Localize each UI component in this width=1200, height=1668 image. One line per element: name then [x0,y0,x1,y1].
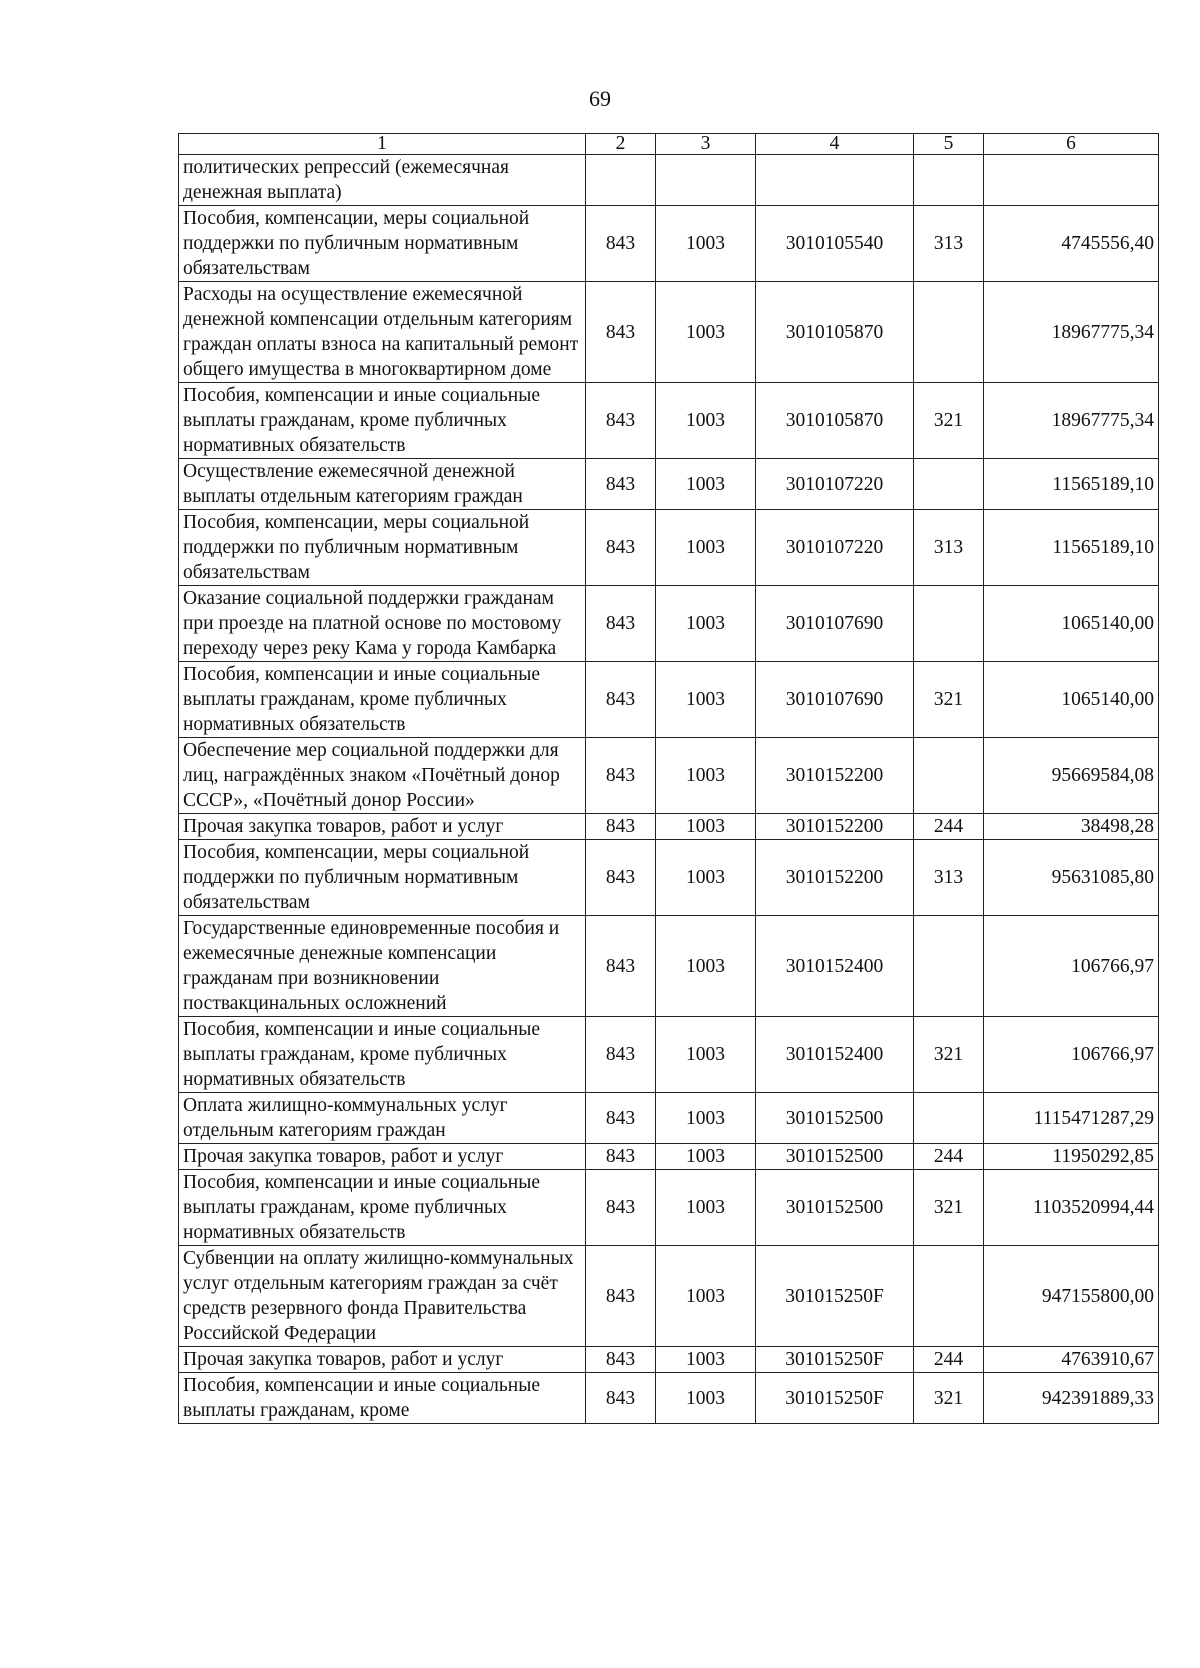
target-article-code: 3010107220 [756,510,914,586]
header-cell: 4 [756,134,914,155]
ministry-code: 843 [586,916,656,1017]
amount: 1115471287,29 [984,1093,1159,1144]
target-article-code: 3010105870 [756,383,914,459]
header-cell: 1 [179,134,586,155]
item-name: Пособия, компенсации и иные социальные выплаты гражданам, кроме публичных нормативных обязательств [179,1170,586,1246]
target-article-code: 3010105540 [756,206,914,282]
expense-type-code: 321 [914,1170,984,1246]
amount: 18967775,34 [984,282,1159,383]
section-code: 1003 [656,1246,756,1347]
amount: 4763910,67 [984,1347,1159,1373]
target-article-code: 3010107690 [756,586,914,662]
ministry-code: 843 [586,206,656,282]
page-number: 69 [589,86,611,111]
target-article-code: 301015250F [756,1347,914,1373]
target-article-code: 301015250F [756,1246,914,1347]
ministry-code: 843 [586,1093,656,1144]
amount [984,155,1159,206]
table-row [179,916,1159,1017]
expense-type-code: 244 [914,1347,984,1373]
item-name: Пособия, компенсации, меры социальной поддержки по публичным нормативным обязательствам [179,206,586,282]
section-code: 1003 [656,1170,756,1246]
ministry-code [586,155,656,206]
expense-type-code: 321 [914,383,984,459]
item-name: Обеспечение мер социальной поддержки для лиц, награждённых знаком «Почётный донор СССР», «Почётный донор России» [179,738,586,814]
expense-type-code: 313 [914,840,984,916]
item-name: Пособия, компенсации, меры социальной поддержки по публичным нормативным обязательствам [179,510,586,586]
section-code: 1003 [656,1017,756,1093]
target-article-code: 3010152200 [756,840,914,916]
ministry-code: 843 [586,1170,656,1246]
expense-type-code [914,282,984,383]
target-article-code: 3010107220 [756,459,914,510]
amount: 106766,97 [984,1017,1159,1093]
amount: 38498,28 [984,814,1159,840]
expense-type-code [914,916,984,1017]
table-row [179,1246,1159,1347]
table-row [179,738,1159,814]
amount: 1103520994,44 [984,1170,1159,1246]
target-article-code [756,155,914,206]
table-row [179,510,1159,586]
table-row [179,1144,1159,1170]
expense-type-code: 313 [914,510,984,586]
amount: 11565189,10 [984,459,1159,510]
ministry-code: 843 [586,662,656,738]
section-code: 1003 [656,1144,756,1170]
header-cell: 2 [586,134,656,155]
table-row [179,206,1159,282]
expense-type-code [914,1246,984,1347]
expense-type-code [914,155,984,206]
section-code: 1003 [656,510,756,586]
section-code: 1003 [656,814,756,840]
section-code [656,155,756,206]
expense-type-code [914,1093,984,1144]
table-row [179,586,1159,662]
target-article-code: 3010107690 [756,662,914,738]
section-code: 1003 [656,459,756,510]
target-article-code: 3010152400 [756,916,914,1017]
expense-type-code: 321 [914,1373,984,1424]
expense-type-code [914,459,984,510]
amount: 95669584,08 [984,738,1159,814]
section-code: 1003 [656,916,756,1017]
table-row [179,840,1159,916]
table-row [179,1017,1159,1093]
amount: 1065140,00 [984,586,1159,662]
ministry-code: 843 [586,282,656,383]
ministry-code: 843 [586,459,656,510]
target-article-code: 3010152500 [756,1170,914,1246]
item-name: Прочая закупка товаров, работ и услуг [179,1144,586,1170]
expense-type-code: 321 [914,1017,984,1093]
item-name: Государственные единовременные пособия и ежемесячные денежные компенсации гражданам при возникновении поствакцинальных осложнений [179,916,586,1017]
ministry-code: 843 [586,1017,656,1093]
item-name: Пособия, компенсации и иные социальные выплаты гражданам, кроме публичных нормативных обязательств [179,662,586,738]
ministry-code: 843 [586,738,656,814]
item-name: политических репрессий (ежемесячная денежная выплата) [179,155,586,206]
header-cell: 3 [656,134,756,155]
section-code: 1003 [656,1093,756,1144]
amount: 1065140,00 [984,662,1159,738]
table-row [179,1373,1159,1424]
item-name: Прочая закупка товаров, работ и услуг [179,1347,586,1373]
amount: 11565189,10 [984,510,1159,586]
ministry-code: 843 [586,814,656,840]
table-row [179,282,1159,383]
section-code: 1003 [656,1347,756,1373]
target-article-code: 3010152500 [756,1144,914,1170]
amount: 106766,97 [984,916,1159,1017]
target-article-code: 301015250F [756,1373,914,1424]
table-row [179,662,1159,738]
table-row [179,814,1159,840]
ministry-code: 843 [586,510,656,586]
table-row [179,1170,1159,1246]
amount: 4745556,40 [984,206,1159,282]
expense-type-code: 244 [914,1144,984,1170]
section-code: 1003 [656,840,756,916]
item-name: Субвенции на оплату жилищно-коммунальных услуг отдельным категориям граждан за счёт средств резервного фонда Правительства Российской Федерации [179,1246,586,1347]
amount: 942391889,33 [984,1373,1159,1424]
table-row [179,155,1159,206]
section-code: 1003 [656,738,756,814]
target-article-code: 3010152400 [756,1017,914,1093]
ministry-code: 843 [586,1246,656,1347]
target-article-code: 3010152200 [756,814,914,840]
ministry-code: 843 [586,1347,656,1373]
expense-type-code [914,586,984,662]
header-row [179,134,1159,155]
item-name: Прочая закупка товаров, работ и услуг [179,814,586,840]
item-name: Оказание социальной поддержки гражданам при проезде на платной основе по мостовому переходу через реку Кама у города Камбарка [179,586,586,662]
target-article-code: 3010105870 [756,282,914,383]
amount: 18967775,34 [984,383,1159,459]
expense-type-code: 321 [914,662,984,738]
section-code: 1003 [656,206,756,282]
ministry-code: 843 [586,1373,656,1424]
header-cell: 6 [984,134,1159,155]
table-row [179,383,1159,459]
ministry-code: 843 [586,383,656,459]
expense-type-code: 244 [914,814,984,840]
ministry-code: 843 [586,840,656,916]
item-name: Оплата жилищно-коммунальных услуг отдельным категориям граждан [179,1093,586,1144]
section-code: 1003 [656,383,756,459]
amount: 11950292,85 [984,1144,1159,1170]
table-row [179,459,1159,510]
section-code: 1003 [656,586,756,662]
section-code: 1003 [656,1373,756,1424]
item-name: Осуществление ежемесячной денежной выплаты отдельным категориям граждан [179,459,586,510]
section-code: 1003 [656,662,756,738]
item-name: Пособия, компенсации и иные социальные выплаты гражданам, кроме публичных нормативных обязательств [179,383,586,459]
amount: 95631085,80 [984,840,1159,916]
item-name: Пособия, компенсации и иные социальные выплаты гражданам, кроме [179,1373,586,1424]
item-name: Пособия, компенсации и иные социальные выплаты гражданам, кроме публичных нормативных обязательств [179,1017,586,1093]
ministry-code: 843 [586,1144,656,1170]
ministry-code: 843 [586,586,656,662]
amount: 947155800,00 [984,1246,1159,1347]
expense-type-code: 313 [914,206,984,282]
item-name: Пособия, компенсации, меры социальной поддержки по публичным нормативным обязательствам [179,840,586,916]
expense-type-code [914,738,984,814]
table-row [179,1093,1159,1144]
item-name: Расходы на осуществление ежемесячной денежной компенсации отдельным категориям граждан оплаты взноса на капитальный ремонт общего имущества в многоквартирном доме [179,282,586,383]
section-code: 1003 [656,282,756,383]
target-article-code: 3010152500 [756,1093,914,1144]
budget-table [178,133,1159,1424]
table-row [179,1347,1159,1373]
target-article-code: 3010152200 [756,738,914,814]
header-cell: 5 [914,134,984,155]
